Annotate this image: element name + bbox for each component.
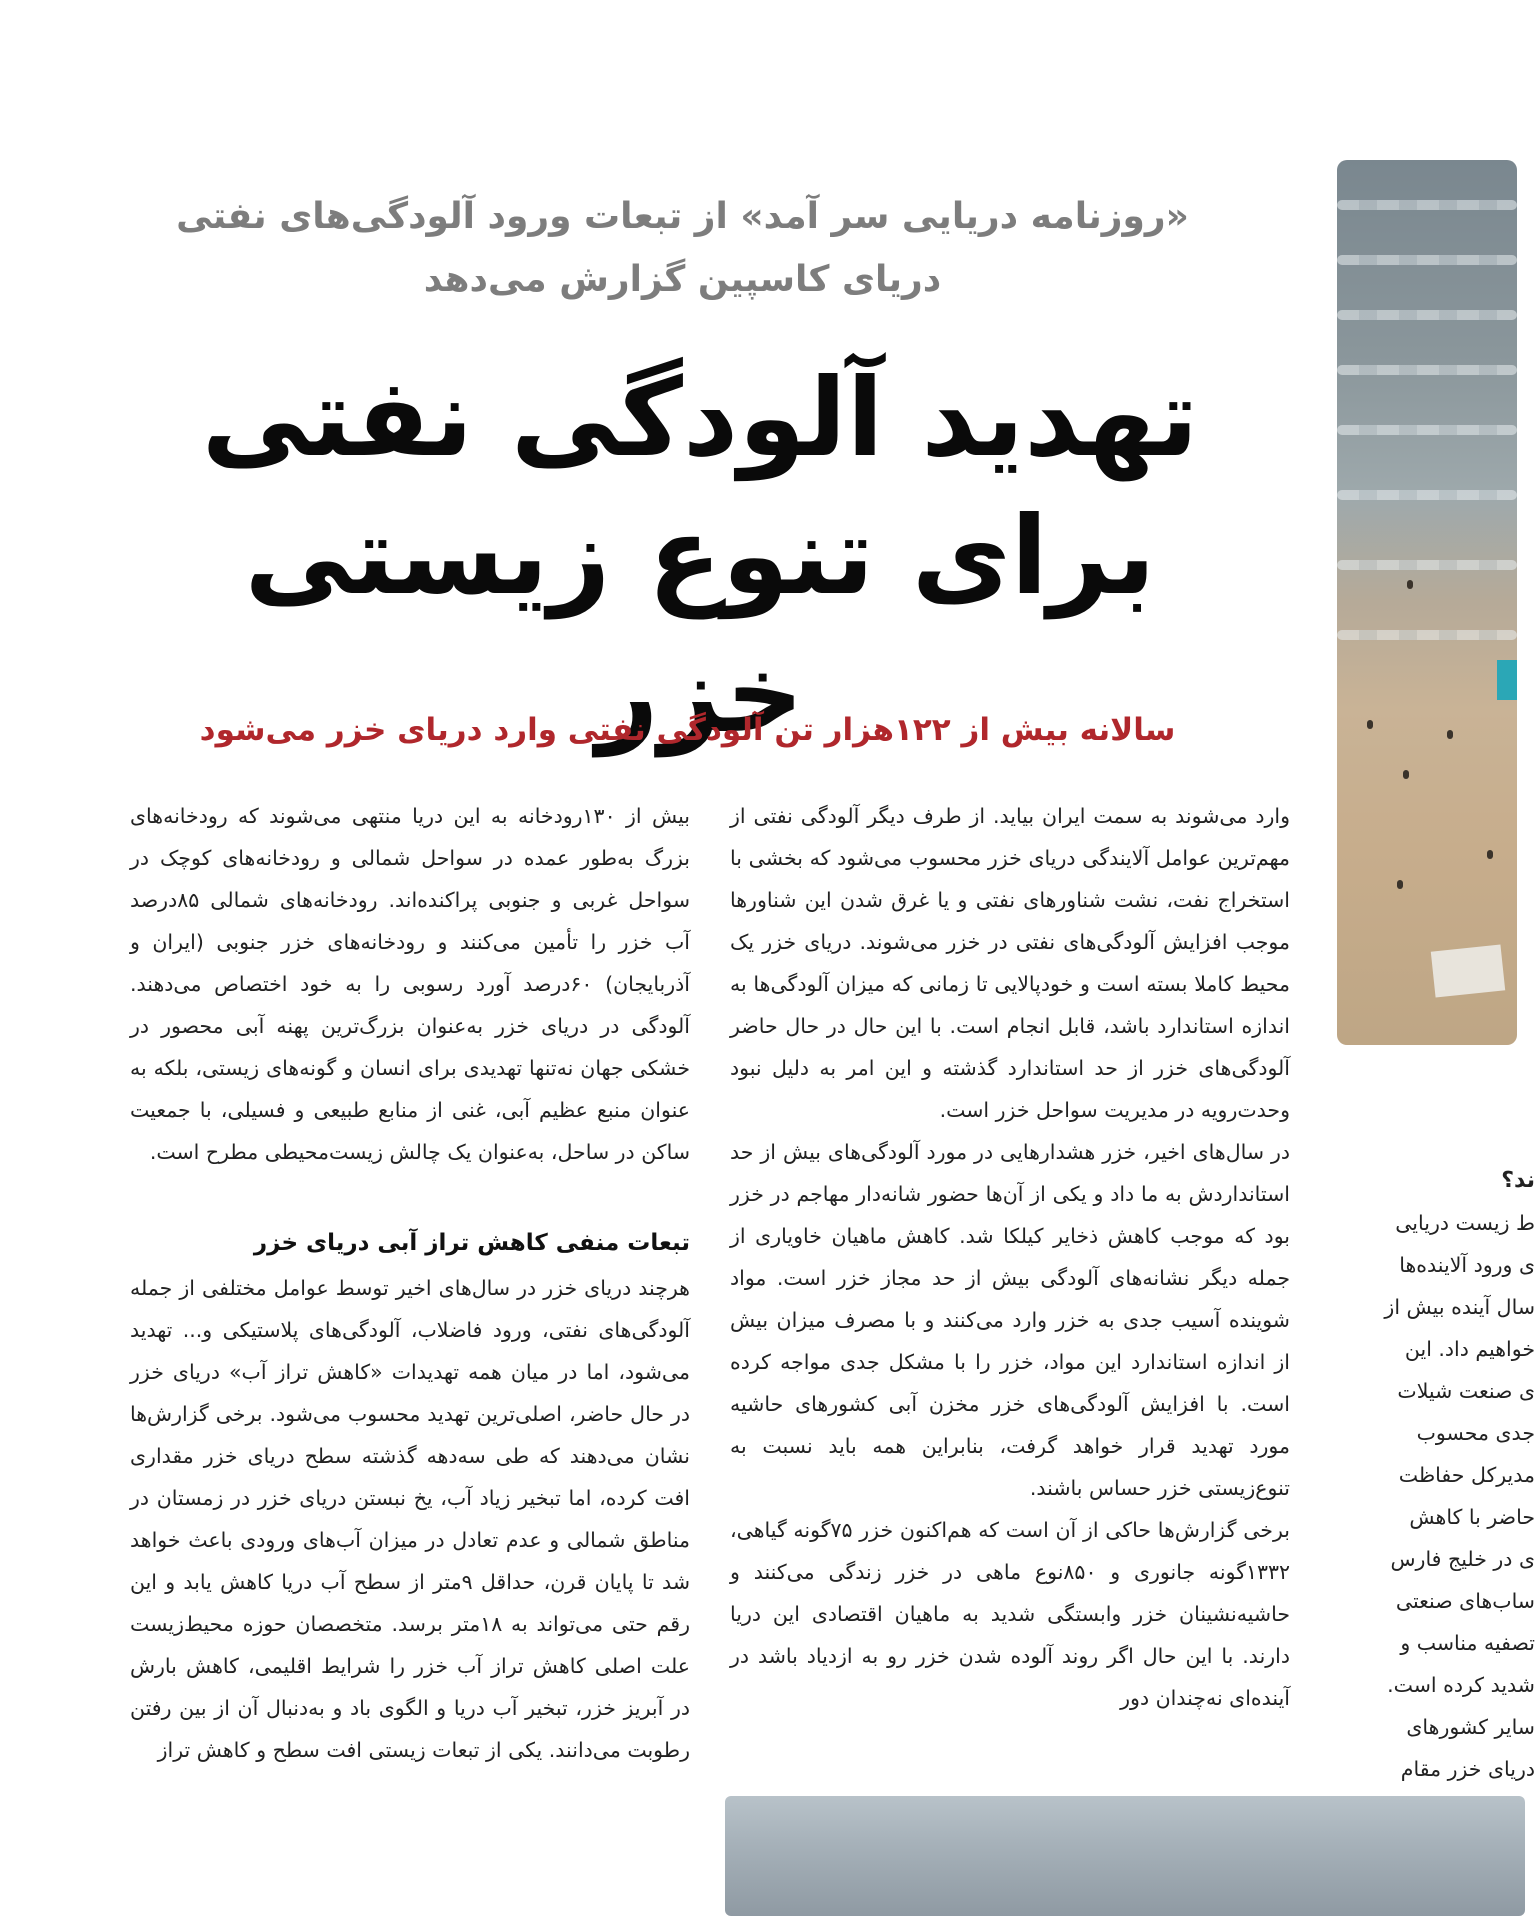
fragment-heading: ند؟ bbox=[1501, 1168, 1535, 1193]
article-column-left bbox=[130, 795, 690, 1771]
kicker-line-1: «روزنامه دریایی سر آمد» از تبعات ورود آلودگی‌های نفتی bbox=[176, 196, 1189, 237]
headline-line-1: تهدید آلودگی نفتی bbox=[201, 356, 1199, 481]
kicker-line-2: دریای کاسپین گزارش می‌دهد bbox=[423, 259, 942, 300]
paragraph: هرچند دریای خزر در سال‌های اخیر توسط عوامل مختلفی از جمله آلودگی‌های نفتی، ورود فاضلاب، آلودگی‌های پلاستیکی و... تهدید می‌شود، اما در میان همه تهدیدات «کاهش تراز آب» دریای خزر در حال حاضر، اصلی‌ترین تهدید محسوب می‌شود. برخی گزارش‌ها نشان می‌دهند که طی سه‌دهه گذشته سطح دریای خزر مقداری افت کرده، اما تبخیر زیاد آب، یخ نبستن دریای خزر در زمستان در مناطق شمالی و عدم تعادل در میزان آب‌های ورودی باعث خواهد شد تا پایان قرن، حداقل ۹متر از سطح آب دریا کاهش یابد و این رقم حتی می‌تواند به ۱۸متر برسد. متخصصان حوزه محیط‌زیست علت اصلی کاهش تراز آب خزر را شرایط اقلیمی، کاهش بارش در آبریز خزر، تبخیر آب دریا و الگوی باد و به‌دنبال آن از بین رفتن رطوبت می‌دانند. یکی از تبعات زیستی افت سطح و کاهش تراز bbox=[130, 1276, 690, 1762]
beach-aerial-photo bbox=[1337, 160, 1517, 1045]
article-column-fragment bbox=[1335, 1160, 1535, 1790]
subheadline: سالانه بیش از ۱۲۲هزار تن آلودگی نفتی وارد دریای خزر می‌شود bbox=[199, 712, 1176, 748]
kicker bbox=[160, 185, 1205, 311]
paragraph: در سال‌های اخیر، خزر هشدارهایی در مورد آلودگی‌های بیش از حد استانداردش به ما داد و یکی از آن‌ها حضور شانه‌دار مهاجم در خزر بود که موجب کاهش ذخایر کیلکا شد. کاهش ماهیان خاویاری از جمله دیگر نشانه‌های آلودگی بیش از حد مجاز خزر است. مواد شوینده آسیب جدی به خزر وارد می‌کنند و با مصرف میزان بیش از اندازه استاندارد این مواد، خزر را با مشکل جدی مواجه کرده است. با افزایش آلودگی‌های خزر مخزن آبی کشورهای حاشیه مورد تهدید قرار خواهد گرفت، بنابراین همه باید نسبت به تنوع‌زیستی خزر حساس باشند. bbox=[730, 1140, 1290, 1500]
fragment-line: شدید کرده است. bbox=[1387, 1673, 1535, 1697]
headline bbox=[180, 350, 1220, 765]
paragraph: وارد می‌شوند به سمت ایران بیاید. از طرف دیگر آلودگی نفتی از مهم‌ترین عوامل آلایندگی دریای خزر محسوب می‌شود که بخشی با استخراج نفت، نشت شناورهای نفتی و یا غرق شدن این شناورها موجب افزایش آلودگی‌های نفتی در خزر می‌شوند. دریای خزر یک محیط کاملا بسته است و خودپالایی تا زمانی که میزان آلودگی‌ها به اندازه استاندارد باشد، قابل انجام است. با این حال در حال حاضر آلودگی‌های خزر از حد استاندارد گذشته و این امر به دلیل نبود وحدت‌رویه در مدیریت سواحل خزر است. bbox=[730, 804, 1290, 1122]
fragment-line: دریای خزر مقام bbox=[1400, 1757, 1535, 1781]
fragment-line: خواهیم داد. این bbox=[1404, 1337, 1535, 1361]
headline-line-2: برای تنوع زیستی خزر bbox=[244, 494, 1156, 758]
fragment-line: ی در خلیج فارس bbox=[1390, 1547, 1535, 1571]
fragment-line: ی ورود آلاینده‌ها bbox=[1399, 1253, 1535, 1277]
fragment-line: مدیرکل حفاظت bbox=[1398, 1463, 1535, 1487]
fragment-line: سال آینده بیش از bbox=[1384, 1295, 1535, 1319]
paragraph: بیش از ۱۳۰رودخانه به این دریا منتهی می‌شوند که رودخانه‌های بزرگ به‌طور عمده در سواحل شمالی و رودخانه‌های کوچک در سواحل غربی و جنوبی پراکنده‌اند. رودخانه‌های شمالی ۸۵درصد آب خزر را تأمین می‌کنند و رودخانه‌های خزر جنوبی (ایران و آذربایجان) ۶۰درصد آورد رسوبی را به خود اختصاص می‌دهند. آلودگی در دریای خزر به‌عنوان بزرگ‌ترین پهنه آبی محصور در خشکی جهان نه‌تنها تهدیدی برای انسان و گونه‌های زیستی، بلکه به عنوان منبع عظیم آبی، غنی از منابع طبیعی و فسیلی، با جمعیت ساکن در ساحل، به‌عنوان یک چالش زیست‌محیطی مطرح است. bbox=[130, 804, 690, 1164]
fragment-line: سایر کشورهای bbox=[1406, 1715, 1535, 1739]
article-column-right bbox=[730, 795, 1290, 1719]
fragment-line: ساب‌های صنعتی bbox=[1395, 1589, 1535, 1613]
section-heading: تبعات منفی کاهش تراز آبی دریای خزر bbox=[253, 1230, 690, 1256]
caspian-sea-photo bbox=[725, 1796, 1525, 1916]
paragraph: برخی گزارش‌ها حاکی از آن است که هم‌اکنون خزر ۷۵گونه گیاهی، ۱۳۳۲گونه جانوری و ۸۵۰نوع ماهی در خزر زندگی می‌کنند و حاشیه‌نشینان خزر وابستگی شدید به ماهیان اقتصادی این دریا دارند. با این حال اگر روند آلوده شدن خزر رو به ازدیاد باشد در آینده‌ای نه‌چندان دور bbox=[730, 1518, 1291, 1710]
fragment-line: ی صنعت شیلات bbox=[1397, 1379, 1535, 1403]
fragment-line: حاضر با کاهش bbox=[1409, 1505, 1535, 1529]
fragment-line: ط زیست دریایی bbox=[1395, 1211, 1535, 1235]
fragment-line: تصفیه مناسب و bbox=[1400, 1631, 1535, 1655]
fragment-line: جدی محسوب bbox=[1416, 1421, 1535, 1445]
